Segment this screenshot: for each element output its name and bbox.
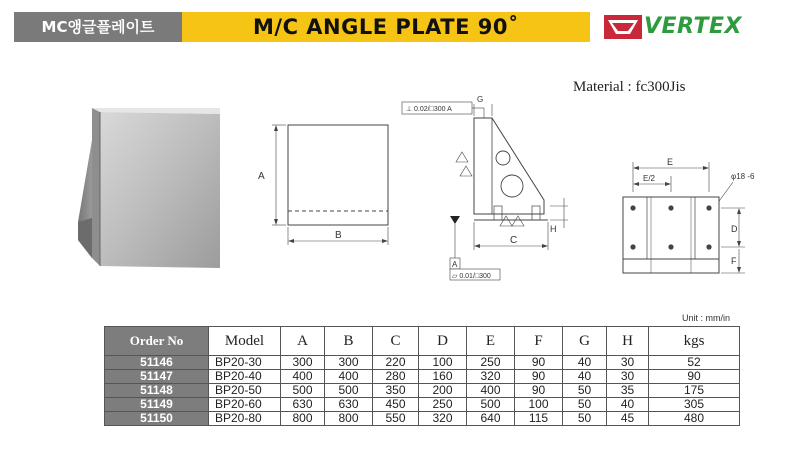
g-cell: 40	[563, 356, 607, 370]
a-cell: 630	[281, 398, 325, 412]
top-view-drawing	[605, 152, 785, 282]
a-cell: 400	[281, 370, 325, 384]
brand-name: VERTEX	[644, 14, 743, 39]
e-cell: 500	[467, 398, 515, 412]
dim-a-label: A	[258, 171, 265, 182]
col-header-a: A	[281, 327, 325, 356]
h-cell: 45	[607, 412, 649, 426]
b-cell: 800	[325, 412, 373, 426]
order-no-cell: 51146	[105, 356, 209, 370]
dim-b-label: B	[335, 230, 342, 241]
brand-logo	[602, 12, 772, 42]
table-row	[105, 412, 740, 426]
a-cell: 800	[281, 412, 325, 426]
h-cell: 35	[607, 384, 649, 398]
e-cell: 640	[467, 412, 515, 426]
front-view-drawing	[250, 115, 400, 260]
a-cell: 500	[281, 384, 325, 398]
model-cell: BP20-50	[209, 384, 281, 398]
model-cell: BP20-80	[209, 412, 281, 426]
b-cell: 400	[325, 370, 373, 384]
b-cell: 630	[325, 398, 373, 412]
col-header-c: C	[373, 327, 419, 356]
korean-title-bar: MC앵글플레이트	[14, 12, 182, 42]
table-row	[105, 356, 740, 370]
model-cell: BP20-30	[209, 356, 281, 370]
perpendicularity-tolerance: ⊥ 0.02/□300 A	[406, 106, 452, 113]
table-header-row	[105, 327, 740, 356]
material-label: Material : fc300Jis	[573, 79, 686, 95]
angle-plate-photo	[70, 100, 230, 270]
table-row	[105, 384, 740, 398]
b-cell: 500	[325, 384, 373, 398]
order-no-cell: 51149	[105, 398, 209, 412]
table-row	[105, 370, 740, 384]
hole-spec-label: φ18 -6	[731, 172, 755, 181]
g-cell: 50	[563, 398, 607, 412]
dim-g-label: G	[477, 95, 484, 104]
a-cell: 300	[281, 356, 325, 370]
d-cell: 250	[419, 398, 467, 412]
f-cell: 90	[515, 356, 563, 370]
col-header-f: F	[515, 327, 563, 356]
e-cell: 320	[467, 370, 515, 384]
col-header-b: B	[325, 327, 373, 356]
col-header-model: Model	[209, 327, 281, 356]
vertex-emblem-icon	[602, 12, 646, 42]
side-view-drawing	[400, 92, 580, 284]
table-row	[105, 398, 740, 412]
dim-c-label: C	[510, 235, 518, 246]
col-header-g: G	[563, 327, 607, 356]
f-cell: 100	[515, 398, 563, 412]
c-cell: 450	[373, 398, 419, 412]
order-no-cell: 51147	[105, 370, 209, 384]
f-cell: 90	[515, 384, 563, 398]
f-cell: 115	[515, 412, 563, 426]
dim-d-label: D	[731, 224, 738, 234]
dim-f-label: F	[731, 256, 737, 266]
h-cell: 30	[607, 356, 649, 370]
f-cell: 90	[515, 370, 563, 384]
dim-e-label: E	[667, 157, 674, 167]
g-cell: 50	[563, 384, 607, 398]
h-cell: 30	[607, 370, 649, 384]
model-cell: BP20-60	[209, 398, 281, 412]
d-cell: 160	[419, 370, 467, 384]
col-header-e: E	[467, 327, 515, 356]
c-cell: 220	[373, 356, 419, 370]
col-header-h: H	[607, 327, 649, 356]
unit-label: Unit : mm/in	[682, 313, 731, 323]
kgs-cell: 90	[649, 370, 740, 384]
kgs-cell: 480	[649, 412, 740, 426]
c-cell: 550	[373, 412, 419, 426]
d-cell: 320	[419, 412, 467, 426]
dim-e-half-label: E/2	[643, 174, 656, 183]
d-cell: 200	[419, 384, 467, 398]
g-cell: 40	[563, 370, 607, 384]
kgs-cell: 52	[649, 356, 740, 370]
model-cell: BP20-40	[209, 370, 281, 384]
page-title: M/C ANGLE PLATE 90˚	[182, 12, 590, 42]
g-cell: 50	[563, 412, 607, 426]
d-cell: 100	[419, 356, 467, 370]
dim-h-label: H	[550, 224, 557, 234]
b-cell: 300	[325, 356, 373, 370]
flatness-tolerance: ▱ 0.01/□300	[452, 273, 491, 280]
kgs-cell: 305	[649, 398, 740, 412]
e-cell: 400	[467, 384, 515, 398]
col-header-kgs: kgs	[649, 327, 740, 356]
e-cell: 250	[467, 356, 515, 370]
order-no-cell: 51150	[105, 412, 209, 426]
kgs-cell: 175	[649, 384, 740, 398]
order-no-cell: 51148	[105, 384, 209, 398]
spec-table	[104, 326, 740, 426]
datum-label: A	[452, 260, 458, 269]
col-header-order: Order No	[105, 327, 209, 356]
h-cell: 40	[607, 398, 649, 412]
c-cell: 280	[373, 370, 419, 384]
c-cell: 350	[373, 384, 419, 398]
col-header-d: D	[419, 327, 467, 356]
